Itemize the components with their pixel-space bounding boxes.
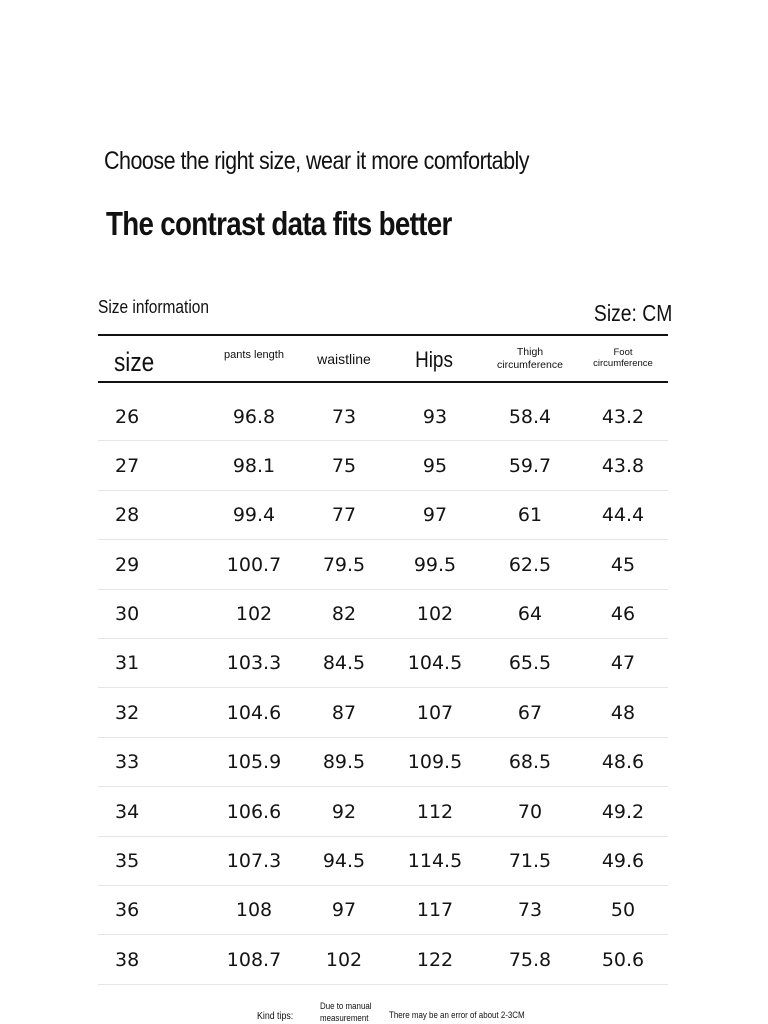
table-row [98,590,668,639]
header-foot-line1: Foot [613,346,633,358]
table-row [98,441,668,490]
cell-waistline: 84.5 [322,652,366,675]
cell-thigh-circumference: 64 [517,603,543,626]
cell-foot-circumference: 47 [610,652,636,675]
cell-foot-circumference: 48.6 [601,751,645,774]
cell-size: 35 [115,850,140,873]
cell-waistline: 97 [331,899,357,922]
cell-foot-circumference: 49.6 [601,850,645,873]
cell-thigh-circumference: 71.5 [508,850,552,873]
cell-pants-length: 102 [235,603,273,626]
cell-hips: 99.5 [413,553,457,576]
cell-hips: 95 [422,454,448,477]
cell-foot-circumference: 45 [610,553,636,576]
cell-hips: 107 [416,701,454,724]
cell-size: 30 [115,603,140,626]
cell-size: 28 [115,504,140,527]
cell-size: 32 [115,701,140,724]
header-thigh-line2: circumference [497,358,563,371]
cell-thigh-circumference: 70 [517,800,543,823]
cell-pants-length: 106.6 [226,800,282,823]
cell-thigh-circumference: 75.8 [508,948,552,971]
cell-thigh-circumference: 59.7 [508,454,552,477]
size-information-label: Size information [98,297,209,317]
cell-waistline: 79.5 [322,553,366,576]
header-thigh-circumference [480,336,580,381]
table-row [98,787,668,836]
headline: Choose the right size, wear it more comfortably [104,147,530,175]
cell-hips: 122 [416,948,454,971]
cell-thigh-circumference: 62.5 [508,553,552,576]
cell-pants-length: 108 [235,899,273,922]
cell-size: 38 [115,948,140,971]
cell-size: 26 [115,405,140,428]
header-thigh-line1: Thigh [516,346,544,359]
cell-hips: 97 [422,504,448,527]
tips-note: There may be an error of about 2-3CM [389,1010,525,1020]
cell-size: 31 [115,652,140,675]
cell-thigh-circumference: 67 [517,701,543,724]
cell-waistline: 77 [331,504,357,527]
cell-thigh-circumference: 58.4 [508,405,552,428]
header-hips: Hips [415,346,453,372]
cell-pants-length: 98.1 [232,454,276,477]
cell-foot-circumference: 44.4 [601,504,645,527]
header-waistline: waistline [317,351,371,368]
table-header-row [98,336,668,381]
cell-foot-circumference: 43.8 [601,454,645,477]
cell-waistline: 75 [331,454,357,477]
tips-line2: measurement [320,1013,369,1024]
table-row [98,935,668,984]
cell-foot-circumference: 49.2 [601,800,645,823]
cell-pants-length: 105.9 [226,751,282,774]
cell-foot-circumference: 46 [610,603,636,626]
cell-waistline: 94.5 [322,850,366,873]
cell-thigh-circumference: 61 [517,504,543,527]
table-row [98,540,668,589]
cell-waistline: 102 [325,948,363,971]
table-row [98,392,668,441]
table-row [98,886,668,935]
cell-thigh-circumference: 65.5 [508,652,552,675]
cell-size: 34 [115,800,140,823]
cell-pants-length: 96.8 [232,405,276,428]
tips-label: Kind tips: [257,1011,294,1022]
cell-pants-length: 108.7 [226,948,282,971]
cell-pants-length: 99.4 [232,504,276,527]
table-row [98,688,668,737]
tips-line1: Due to manual [320,1001,372,1011]
cell-hips: 102 [416,603,454,626]
cell-hips: 93 [422,405,448,428]
cell-waistline: 73 [331,405,357,428]
header-pants-length: pants length [224,349,284,362]
table-row [98,837,668,886]
tips-measurement [320,1000,372,1024]
cell-pants-length: 107.3 [226,850,282,873]
header-size: size [113,346,155,377]
cell-size: 27 [115,454,140,477]
cell-waistline: 92 [331,800,357,823]
cell-waistline: 87 [331,701,357,724]
cell-pants-length: 100.7 [226,553,282,576]
header-foot-line2: circumference [593,357,653,369]
subheadline: The contrast data fits better [106,205,452,242]
cell-foot-circumference: 50.6 [601,948,645,971]
header-foot-circumference [577,336,669,381]
table-row [98,491,668,540]
cell-hips: 114.5 [407,850,463,873]
cell-hips: 104.5 [407,652,463,675]
cell-foot-circumference: 43.2 [601,405,645,428]
cell-waistline: 89.5 [322,751,366,774]
cell-hips: 109.5 [407,751,463,774]
cell-size: 36 [115,899,140,922]
cell-hips: 112 [416,800,454,823]
table-body [98,392,668,985]
cell-foot-circumference: 50 [610,899,636,922]
cell-size: 33 [115,751,140,774]
cell-waistline: 82 [331,603,357,626]
cell-size: 29 [115,553,140,576]
cell-hips: 117 [416,899,454,922]
cell-foot-circumference: 48 [610,701,636,724]
cell-thigh-circumference: 68.5 [508,751,552,774]
table-row [98,738,668,787]
cell-pants-length: 103.3 [226,652,282,675]
table-header-rule [98,381,668,383]
cell-pants-length: 104.6 [226,701,282,724]
cell-thigh-circumference: 73 [517,899,543,922]
table-row [98,639,668,688]
unit-label: Size: CM [593,300,672,326]
